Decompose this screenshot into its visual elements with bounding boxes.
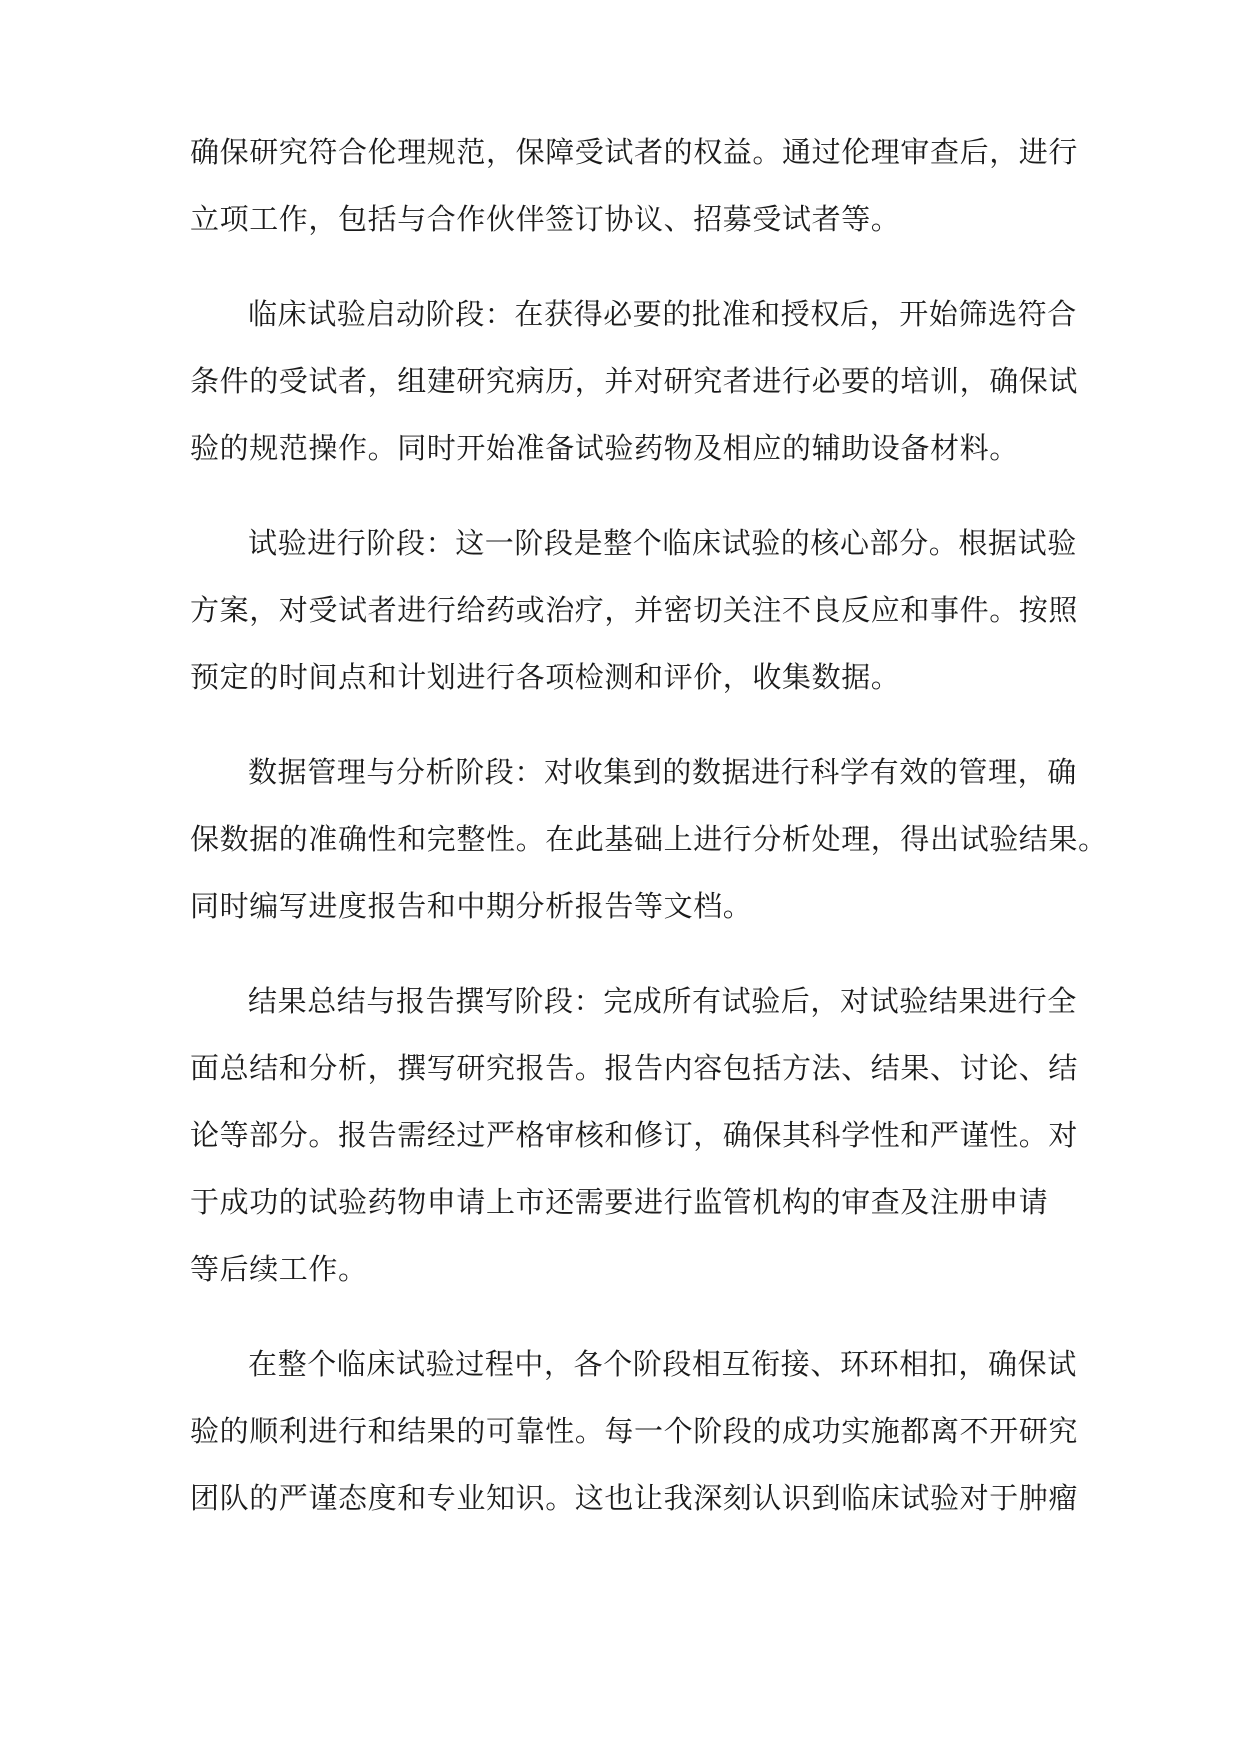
text-line: 同时编写进度报告和中期分析报告等文档。 [190, 889, 753, 923]
text-line: 验的顺利进行和结果的可靠性。每一个阶段的成功实施都离不开研究 [190, 1414, 1079, 1448]
text-line: 团队的严谨态度和专业知识。这也让我深刻认识到临床试验对于肿瘤 [190, 1481, 1079, 1515]
text-line: 预定的时间点和计划进行各项检测和评价，收集数据。 [190, 660, 901, 694]
paragraph-start-line: 在整个临床试验过程中，各个阶段相互衔接、环环相扣，确保试 [248, 1347, 1077, 1381]
paragraph-start-line: 临床试验启动阶段：在获得必要的批准和授权后，开始筛选符合 [248, 297, 1077, 331]
text-line: 于成功的试验药物申请上市还需要进行监管机构的审查及注册申请 [190, 1185, 1049, 1219]
text-line: 等后续工作。 [190, 1252, 368, 1286]
text-line: 确保研究符合伦理规范，保障受试者的权益。通过伦理审查后，进行 [190, 135, 1079, 169]
paragraph-start-line: 试验进行阶段：这一阶段是整个临床试验的核心部分。根据试验 [248, 526, 1077, 560]
text-line: 保数据的准确性和完整性。在此基础上进行分析处理，得出试验结果。 [190, 822, 1108, 856]
text-line: 验的规范操作。同时开始准备试验药物及相应的辅助设备材料。 [190, 431, 1019, 465]
paragraph-start-line: 结果总结与报告撰写阶段：完成所有试验后，对试验结果进行全 [248, 984, 1077, 1018]
text-line: 论等部分。报告需经过严格审核和修订，确保其科学性和严谨性。对 [190, 1118, 1079, 1152]
paragraph-start-line: 数据管理与分析阶段：对收集到的数据进行科学有效的管理，确 [248, 755, 1077, 789]
text-line: 条件的受试者，组建研究病历，并对研究者进行必要的培训，确保试 [190, 364, 1079, 398]
text-line: 面总结和分析，撰写研究报告。报告内容包括方法、结果、讨论、结 [190, 1051, 1079, 1085]
text-line: 方案，对受试者进行给药或治疗，并密切关注不良反应和事件。按照 [190, 593, 1079, 627]
text-line: 立项工作，包括与合作伙伴签订协议、招募受试者等。 [190, 202, 901, 236]
